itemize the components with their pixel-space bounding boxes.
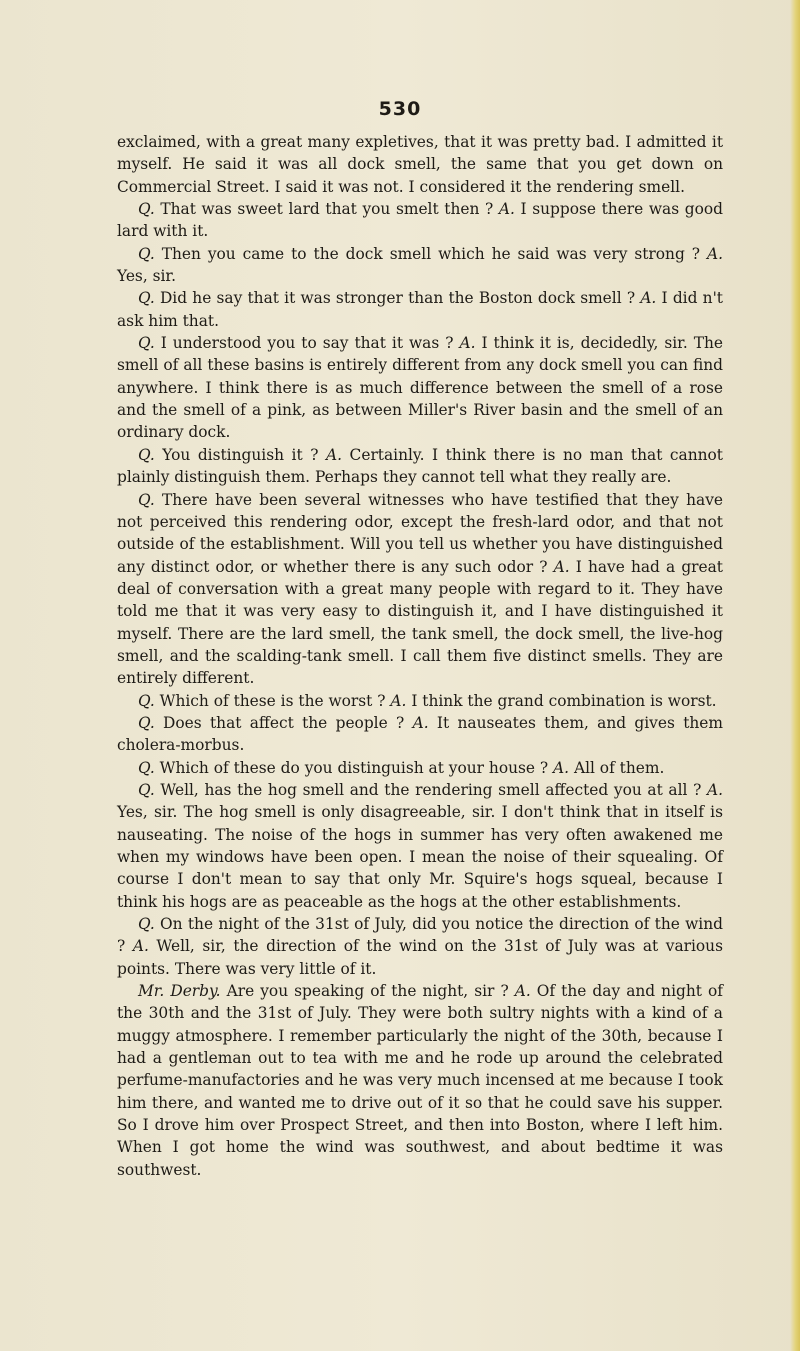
speaker-marker: A.	[553, 758, 570, 777]
speaker-marker: A.	[706, 780, 723, 799]
speaker-marker: Q.	[138, 490, 155, 509]
paragraph-text: Which of these is the worst ?	[154, 691, 391, 710]
speaker-marker: Q.	[138, 713, 155, 732]
speaker-marker: Q.	[138, 758, 155, 777]
speaker-marker: Q.	[138, 915, 155, 934]
speaker-marker: A.	[459, 334, 476, 353]
paragraph	[117, 712, 723, 757]
paragraph-text: On the night of the 31st of July, did you notice the direction of the wind ?	[117, 915, 723, 956]
paragraph	[117, 779, 723, 913]
paragraph-text: It nauseates them, and gives them cholera-morbus.	[117, 713, 723, 755]
paragraph	[117, 980, 723, 1181]
paragraph	[117, 913, 723, 980]
paragraph-text: Are you speaking of the night, sir ?	[220, 982, 515, 1001]
paragraph-text: Then you came to the dock smell which he said was very strong ?	[154, 244, 707, 263]
speaker-marker: Q.	[138, 445, 155, 464]
paragraph-text: I think it is, decidedly, sir. The smell of all these basins is entirely different from any dock smell you can find anywhere. I think there is as much difference between the smell of a rose and the smell of a pink, as between Miller's River basin and the smell of an ordinary dock.	[117, 334, 723, 442]
paragraph-text: Yes, sir. The hog smell is only disagreeable, sir. I don't think that in itself is nauseating. The noise of the hogs in summer has very often awakened me when my windows have been open. I mean the noise of their squealing. Of course I don't mean to say that only Mr. Squire's hogs squeal, because I think his hogs are as peaceable as the hogs at the other establishments.	[117, 803, 723, 911]
paragraph-text: Certainly. I think there is no man that cannot plainly distinguish them. Perhaps they cannot tell what they really are.	[117, 445, 723, 487]
paragraph	[117, 287, 723, 332]
speaker-marker: Q.	[138, 334, 155, 353]
speaker-marker: Q.	[138, 289, 155, 308]
speaker-marker: A.	[412, 713, 429, 732]
speaker-marker: A.	[514, 982, 531, 1001]
paragraph	[117, 690, 723, 712]
page-edge	[790, 0, 800, 1351]
paragraph-text: There have been several witnesses who have testified that they have not perceived this rendering odor, except the fresh-lard odor, and that not outside of the establishment. Will you tell us whether you have distinguished any distinct odor, or whether there is any such odor ?	[117, 490, 723, 576]
speaker-marker: A.	[498, 200, 515, 219]
body-text	[117, 131, 723, 1181]
paragraph-text: Which of these do you distinguish at your house ?	[154, 758, 554, 777]
paragraph-text: Of the day and night of the 30th and the 31st of July. They were both sultry nights with a kind of a muggy atmosphere. I remember particularly the night of the 30th, because I had a gentleman out to tea with me and he rode up around the celebrated perfume-manufactories and he was very much incensed at me because I took him there, and wanted me to drive out of it so that he could save his supper. So I drove him over Prospect Street, and then into Boston, where I left him. When I got home the wind was southwest, and about bedtime it was southwest.	[117, 982, 723, 1179]
paragraph-text: That was sweet lard that you smelt then ?	[154, 200, 499, 219]
speaker-marker: A.	[706, 244, 723, 263]
paragraph	[117, 757, 723, 779]
paragraph-text: I have had a great deal of conversation with a great many people with regard to it. They have told me that it was very easy to distinguish it, and I have distinguished it myself. There are the lard smell, the tank smell, the dock smell, the live-hog smell, and the scalding-tank smell. I call them five distinct smells. They are entirely different.	[117, 557, 723, 688]
paragraph-text: Did he say that it was stronger than the Boston dock smell ?	[154, 289, 641, 308]
speaker-marker: Q.	[138, 244, 155, 263]
paragraph-text: exclaimed, with a great many expletives, that it was pretty bad. I admitted it myself. He said it was all dock smell, the same that you get down on Commercial Street. I said it was not. I considered it the rendering smell.	[117, 133, 723, 196]
paragraph	[117, 489, 723, 690]
paragraph	[117, 332, 723, 444]
paragraph-text: I think the grand combination is worst.	[406, 691, 717, 710]
speaker-marker: A.	[553, 557, 570, 576]
speaker-marker: Mr. Derby.	[138, 982, 221, 1001]
paragraph-text: Well, has the hog smell and the rendering smell affected you at all ?	[154, 780, 707, 799]
speaker-marker: Q.	[138, 691, 155, 710]
paragraph	[117, 243, 723, 288]
paragraph-text: You distinguish it ?	[154, 445, 326, 464]
paragraph	[117, 131, 723, 198]
speaker-marker: A.	[390, 691, 407, 710]
paragraph-text: Well, sir, the direction of the wind on the 31st of July was at various points. There was very little of it.	[117, 937, 723, 978]
paragraph	[117, 198, 723, 243]
paragraph-text: Yes, sir.	[117, 267, 176, 286]
paragraph-text: I did n't ask him that.	[117, 289, 723, 330]
paragraph-text: I understood you to say that it was ?	[154, 334, 460, 353]
paragraph-text: All of them.	[569, 758, 665, 777]
page-number: 530	[378, 98, 422, 120]
speaker-marker: A.	[326, 445, 343, 464]
speaker-marker: A.	[132, 937, 149, 956]
speaker-marker: Q.	[138, 200, 155, 219]
paragraph-text: Does that affect the people ?	[154, 713, 413, 732]
speaker-marker: A.	[640, 289, 657, 308]
paragraph	[117, 444, 723, 489]
paragraph-text: I suppose there was good lard with it.	[117, 200, 723, 241]
speaker-marker: Q.	[138, 780, 155, 799]
